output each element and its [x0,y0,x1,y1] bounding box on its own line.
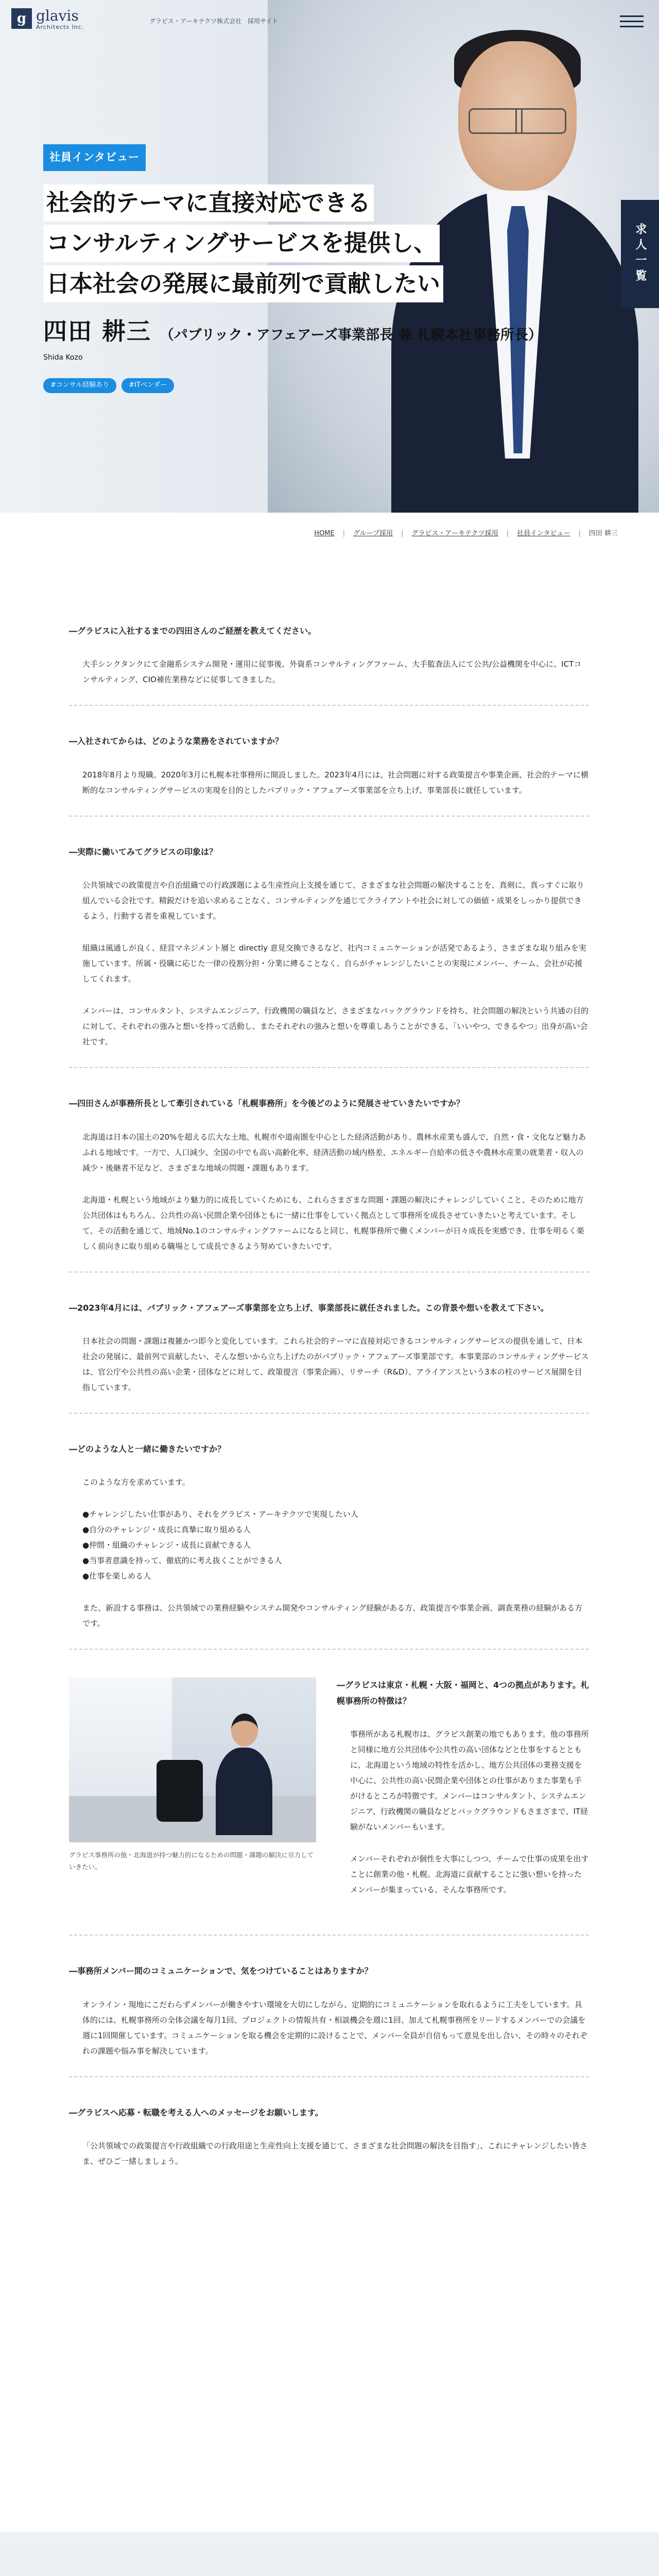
divider [69,705,589,706]
list-item: ●仲間・組織のチャレンジ・成長に貢献できる人 [82,1540,251,1550]
divider [69,1413,589,1414]
question: ―四田さんが事務所長として牽引されている「札幌事務所」を今後どのように発展させていきたいですか？ [69,1098,465,1109]
answer: また、新設する事務は、公共領域での業務経験やシステム開発やコンサルティング経験がある方、政策提言や事業企画、調査業務の経験がある方です。 [82,1603,583,1629]
divider [69,816,589,817]
tag-it-vendor[interactable]: #ITベンダー [122,378,174,393]
headline-line: コンサルティングサービスを提供し、 [43,225,440,262]
divider [69,1935,589,1936]
requirements-list [69,1506,589,1584]
breadcrumb: HOME | グループ採用 | グラビス・アーキテクツ採用 | 社員インタビュー | 四田 耕三 [0,528,659,540]
question: ―事務所メンバー間のコミュニケーションで、気をつけていることはありますか？ [69,1966,373,1976]
tag-consulting[interactable]: #コンサル経験あり [43,378,116,393]
office-photo [69,1677,316,1842]
breadcrumb-current: 四田 耕三 [588,530,618,537]
job-list-side-tab[interactable]: 求人一覧 [621,200,659,308]
answer: 北海道は日本の国土の20%を超える広大な土地、札幌市や道南圏を中心とした経済活動があり、農林水産業も盛んで、自然・食・文化など魅力あふれる地域です。一方で、人口減少、全国の中でも高い高齢化率、経済活動の域内格差、エネルギー自給率の低さや農林水産業の就業者・収入の減少・後継者不足など、さまざまな地域の問題・課題もあります。 [82,1132,586,1173]
photo-answer-block [69,1677,589,1914]
photo-caption: グラビス事務所の他・北海道が持つ魅力的になるための問題・課題の解決に尽力していきたい。 [69,1851,314,1871]
answer: 事務所がある札幌市は、グラビス創業の地でもあります。他の事務所と同様に地方公共団体や公共性の高い団体などと仕事をするとともに、北海道という地域の特性を活かし、地方公共団体の業務支援を中心に、公共性の高い民間企業や団体との仕事がありまた事業も手がけるところが特徴です。メンバーはコンサルタント、システムエンジニア、行政機関の職員などとバックグラウンドもさまざまで、IT経験がないメンバーもいます。 [350,1730,589,1832]
answer: メンバーは、コンサルタント、システムエンジニア、行政機関の職員など、さまざまなバックグラウンドを持ち、社会問題の解決という共通の目的に対して、それぞれの強みと想いを持って活動し、またそれぞれの強みと想いを尊重しあうことができる、「いいやつ、できるやつ」出身が高い会社です。 [82,1006,589,1047]
headline-line: 日本社会の発展に最前列で貢献したい [43,265,443,302]
answer: 組織は風通しが良く、経営マネジメント層と directly 意見交換できるなど、社内コミュニケーションが活発であるよう、さまざまな取り組みを実施しています。所属・役職に応じた一律の役割分担・分業に縛ることなく、自らがチャレンジしたいことの実現にメンバー、チーム、会社が応援してくれます。 [82,943,586,984]
divider [69,1649,589,1650]
site-caption: グラビス・アーキテクツ株式会社 採用サイト [149,18,279,25]
person-role: （パブリック・アフェアーズ事業部長 兼 札幌本社事務所長） [160,327,542,343]
logo-sub: Architects Inc. [36,24,84,30]
breadcrumb-group-recruit[interactable]: グループ採用 [353,530,393,537]
list-item: ●自分のチャレンジ・成長に真摯に取り組める人 [82,1525,251,1535]
headline-line: 社会的テーマに直接対応できる [43,184,374,222]
answer: 北海道・札幌という地域がより魅力的に成長していくためにも、これらさまざまな問題・課題の解決にチャレンジしていくこと、そのために地方公共団体はもちろん、公共性の高い民間企業や団体ともに一緒に仕事をしていく拠点として事務所を成長させていきたいと考えています。そして、その活動を通じて、地域No.1のコンサルティングファームになると同じ、札幌事務所で働くメンバーが日々成長を実感でき、仕事を明るく楽しく前向きに取り組める職場として成長できるよう努めていきたいです。 [82,1195,584,1251]
person-info [43,309,542,393]
divider [69,1272,589,1273]
question: ―実際に働いてみてグラビスの印象は？ [69,846,218,857]
question: ―2023年4月には、パブリック・アフェアーズ事業部を立ち上げ、事業部長に就任されました。この背景や想いを教えて下さい。 [69,1302,549,1313]
hero-eyebrow: 社員インタビュー [43,144,146,171]
list-item: ●仕事を楽しめる人 [82,1571,151,1581]
answer: 公共領域での政策提言や自治組織での行政課題による生産性向上支援を通じて、さまざまな社会問題の解決することを、真剣に、真っすぐに取り組んでいる会社です。精鋭だけを追い求めることなく、コンサルティングを通じてクライアントや社会に対しての価値・成果をしっかり提供できるよう、行動する者を重視しています。 [82,880,584,921]
logo-mark: g [11,8,32,29]
answer: 「公共領域での政策提言や行政組織での行政用途と生産性向上支援を通じて、さまざまな社会問題の解決を目指す」、これにチャレンジしたい皆さま、ぜひご一緒しましょう。 [82,2141,588,2166]
answer: 日本社会の問題・課題は複雑かつ即今と変化しています。これら社会的テーマに直接対応できるコンサルティングサービスの提供を通して、日本社会の発展に、最前列で貢献したい、そんな想いから立ち上げたのがパブリック・アフェアーズ事業部です。本事業部のコンサルティングサービスは、官公庁や公共性の高い企業・団体などに対して、政策提言（事業企画）、リサーチ（R&D）、アライアンスという3本の柱のサービス展開を目指しています。 [82,1336,589,1392]
breadcrumb-home[interactable]: HOME [314,530,335,537]
list-item: ●当事者意識を持って、徹底的に考え抜くことができる人 [82,1556,282,1566]
answer: 2018年8月より現職。2020年3月に札幌本社事務所に開設しました。2023年4月には、社会問題に対する政策提言や事業企画、社会的テーマに横断的なコンサルティングサービスの実現を目的としたパブリック・アフェアーズ事業部を立ち上げ、事業部長に就任しています。 [82,770,589,795]
logo-name: glavis [36,7,79,24]
interview-article [69,623,589,2185]
hero-section [0,0,659,513]
question: ―どのような人と一緒に働きたいですか？ [69,1444,226,1454]
hero-headline [43,184,443,306]
breadcrumb-glavis-recruit[interactable]: グラビス・アーキテクツ採用 [411,530,498,537]
hamburger-menu-icon[interactable] [620,15,644,31]
answer: 大手シンクタンクにて金融系システム開発・運用に従事後、外資系コンサルティングファーム、大手監査法人にて公共/公益機関を中心に、ICTコンサルティング、CIO補佐業務などに従事してきました。 [82,659,582,685]
breadcrumb-interview[interactable]: 社員インタビュー [516,530,570,537]
site-header [0,0,659,36]
site-logo[interactable] [11,7,84,30]
person-name-roman: Shida Kozo [43,353,83,362]
divider [69,2076,589,2077]
answer: メンバーそれぞれが個性を大事にしつつ、チームで仕事の成果を出すことに創業の他・札幌。北海道に貢献することに強い想いを持ったメンバーが集まっている、そんな事務所です。 [350,1854,589,1895]
list-item: ●チャレンジしたい仕事があり、それをグラビス・アーキテクツで実現したい人 [82,1510,358,1519]
answer: このような方を求めています。 [82,1478,190,1487]
divider [69,1067,589,1068]
question: ―グラビスに入社するまでの四田さんのご経歴を教えてください。 [69,626,317,636]
hero-copy [43,144,443,306]
person-name: 四田 耕三 [43,317,152,345]
closing-photo [0,2532,659,2576]
question: ―入社されてからは、どのような業務をされていますか？ [69,736,284,747]
question: ―グラビスへ応募・転職を考える人へのメッセージをお願いします。 [69,2107,323,2117]
answer: オンライン・現地にこだわらずメンバーが働きやすい環境を大切にしながら、定期的にコミュニケーションを取れるように工夫をしています。具体的には、札幌事務所の全体会議を毎月1回、プロジェクトの情報共有・相談機会を週に1回、加えて札幌事務所をリードするメンバーでの会議を週に1回開催しています。コミュニケーションを取る機会を定期的に設けることで、メンバー全員が自信もって意見を出し合い、その時々のそれぞれの課題や悩み事を解決しています。 [82,1999,588,2056]
question: ―グラビスは東京・札幌・大阪・福岡と、4つの拠点があります。札幌事務所の特徴は？ [337,1680,589,1706]
